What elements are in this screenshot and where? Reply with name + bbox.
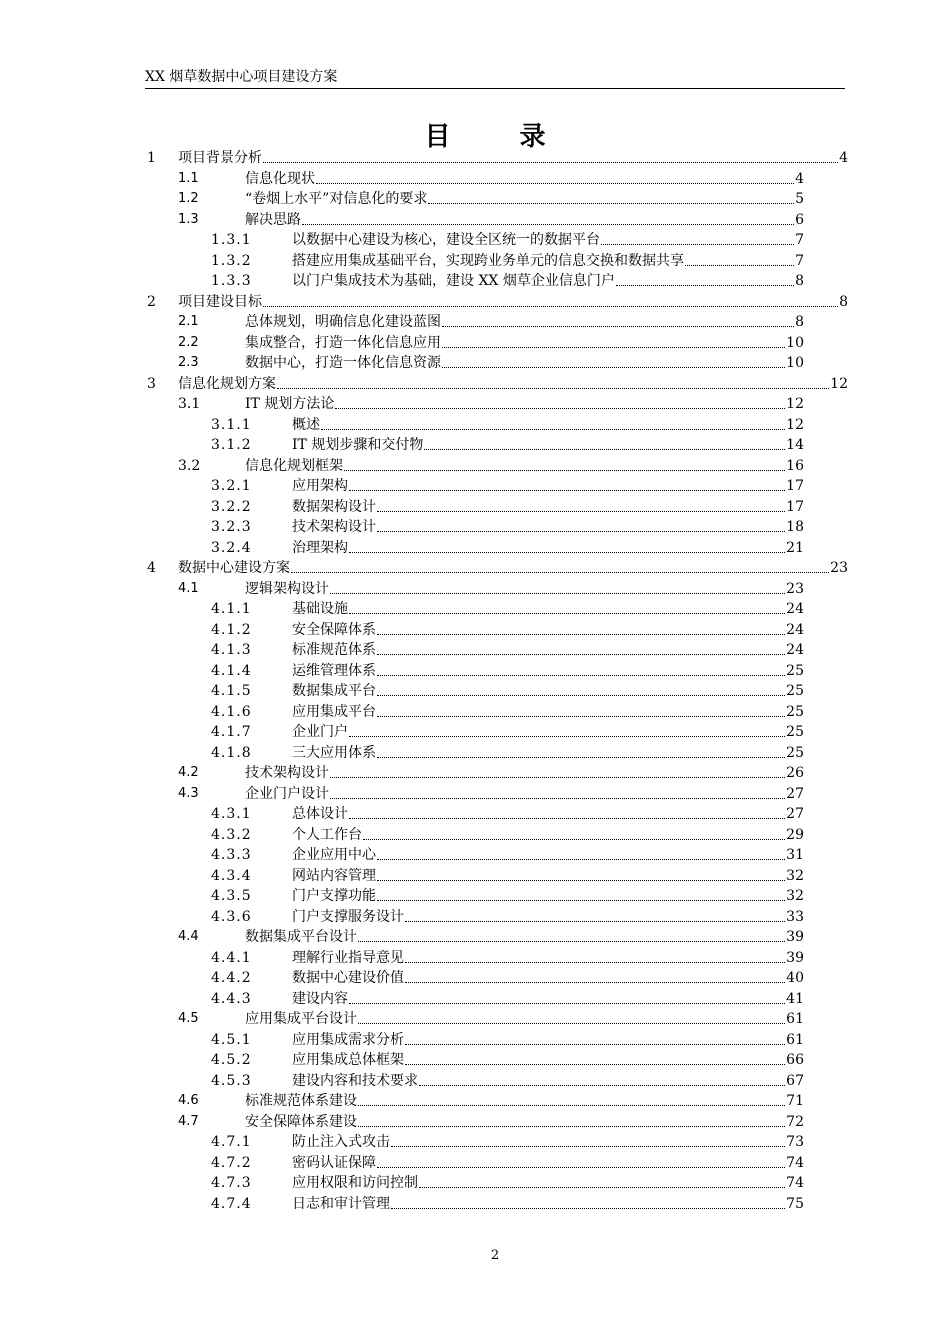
- toc-entry[interactable]: [0, 1050, 950, 1070]
- toc-entry-page: 31: [786, 847, 804, 863]
- toc-entry-title: 解决思路: [245, 211, 301, 228]
- toc-entry[interactable]: [0, 415, 950, 435]
- toc-entry[interactable]: [0, 1009, 950, 1029]
- toc-entry-page: 8: [795, 314, 804, 330]
- toc-dot-leader: [358, 1091, 785, 1106]
- toc-entry[interactable]: [0, 1091, 950, 1111]
- toc-dot-leader: [377, 1153, 785, 1168]
- toc-entry-number: 4.3: [178, 785, 199, 801]
- toc-entry-page: 4: [795, 170, 804, 187]
- toc-entry-title: 数据中心建设方案: [178, 560, 290, 576]
- toc-entry-page: 41: [786, 990, 804, 1007]
- toc-dot-leader: [358, 927, 785, 942]
- toc-heading: 目 录: [424, 122, 576, 152]
- toc-dot-leader: [335, 394, 785, 409]
- toc-entry[interactable]: [0, 681, 950, 701]
- toc-entry-title: 总体规划，明确信息化建设蓝图: [245, 314, 441, 330]
- toc-entry-number: 4.3.6: [211, 908, 252, 925]
- toc-entry-title: “卷烟上水平”对信息化的要求: [245, 191, 428, 207]
- toc-entry-title: 应用集成需求分析: [292, 1031, 404, 1048]
- toc-entry-page: 33: [786, 908, 804, 925]
- toc-entry[interactable]: [0, 702, 950, 722]
- toc-entry[interactable]: [0, 394, 950, 414]
- toc-entry-number: 1.3: [178, 211, 199, 227]
- toc-entry[interactable]: [0, 661, 950, 681]
- toc-entry[interactable]: [0, 517, 950, 537]
- toc-entry[interactable]: [0, 968, 950, 988]
- toc-entry-page: 67: [786, 1072, 804, 1089]
- toc-dot-leader: [377, 620, 785, 635]
- toc-entry-number: 4.7.2: [211, 1154, 252, 1171]
- toc-dot-leader: [377, 743, 785, 758]
- toc-dot-leader: [358, 1112, 785, 1127]
- toc-entry-page: 12: [786, 396, 804, 412]
- toc-entry-title: 概述: [292, 416, 320, 433]
- toc-dot-leader: [405, 948, 785, 963]
- toc-entry[interactable]: [0, 784, 950, 804]
- toc-entry-number: 4.1.2: [211, 621, 252, 638]
- toc-entry-title: 门户支撑服务设计: [292, 908, 404, 925]
- toc-entry-title: 企业应用中心: [292, 847, 376, 863]
- toc-dot-leader: [442, 353, 785, 368]
- toc-entry[interactable]: [0, 1173, 950, 1193]
- toc-entry-title: IT 规划步骤和交付物: [292, 437, 424, 453]
- toc-entry-title: 应用架构: [292, 478, 348, 494]
- toc-entry-title: 项目建设目标: [178, 293, 262, 310]
- toc-entry-number: 3.2: [178, 457, 201, 474]
- toc-dot-leader: [405, 1050, 785, 1065]
- toc-entry-page: 10: [786, 355, 804, 371]
- toc-entry-number: 4.3.1: [211, 806, 252, 822]
- toc-entry-page: 39: [786, 949, 804, 966]
- toc-dot-leader: [349, 599, 785, 614]
- toc-entry-number: 4.3.4: [211, 867, 252, 884]
- toc-entry-title: 个人工作台: [292, 826, 362, 843]
- toc-entry-number: 4.7: [178, 1113, 199, 1129]
- toc-entry-title: 基础设施: [292, 601, 348, 617]
- toc-entry-number: 4.1.6: [211, 703, 252, 720]
- toc-entry-title: 网站内容管理: [292, 867, 376, 884]
- toc-dot-leader: [616, 271, 794, 286]
- toc-entry-page: 24: [786, 642, 804, 658]
- toc-entry[interactable]: [0, 599, 950, 619]
- toc-entry-page: 25: [786, 744, 804, 761]
- toc-dot-leader: [349, 989, 785, 1004]
- toc-entry-number: 4.4.1: [211, 949, 252, 966]
- toc-entry-number: 4.7.1: [211, 1134, 252, 1150]
- toc-entry-title: 标准规范体系: [292, 642, 376, 658]
- toc-entry-number: 4.5.1: [211, 1031, 252, 1048]
- toc-dot-leader: [391, 1194, 785, 1209]
- toc-entry-title: 数据架构设计: [292, 498, 376, 515]
- toc-entry-number: 4.7.3: [211, 1175, 252, 1191]
- toc-entry-number: 3.2.3: [211, 519, 252, 535]
- toc-entry-page: 25: [786, 683, 804, 699]
- toc-entry-page: 32: [786, 888, 804, 904]
- toc-entry-title: 企业门户: [292, 724, 348, 740]
- toc-entry-page: 8: [795, 273, 804, 289]
- toc-entry-page: 72: [786, 1113, 804, 1130]
- toc-entry[interactable]: [0, 251, 950, 271]
- toc-dot-leader: [302, 210, 794, 225]
- toc-entry-number: 4.4.3: [211, 990, 252, 1007]
- toc-entry-page: 17: [786, 478, 804, 494]
- toc-entry-number: 4.5: [178, 1011, 199, 1026]
- toc-dot-leader: [377, 681, 785, 696]
- toc-entry[interactable]: [0, 1153, 950, 1173]
- toc-dot-leader: [405, 1030, 785, 1045]
- toc-entry[interactable]: [0, 435, 950, 455]
- toc-dot-leader: [349, 476, 785, 491]
- toc-dot-leader: [405, 907, 785, 922]
- toc-entry-number: 3: [147, 375, 156, 392]
- toc-entry-title: 信息化规划方案: [178, 375, 276, 392]
- toc-entry-page: 29: [786, 826, 804, 843]
- toc-entry[interactable]: [0, 538, 950, 558]
- toc-dot-leader: [321, 415, 785, 430]
- toc-entry-page: 17: [786, 498, 804, 515]
- toc-dot-leader: [419, 1173, 785, 1188]
- toc-entry-number: 4.1.5: [211, 683, 252, 699]
- toc-entry-number: 1.3.1: [211, 232, 252, 248]
- toc-entry-page: 74: [786, 1175, 804, 1191]
- toc-entry-page: 66: [786, 1052, 804, 1068]
- toc-entry-page: 25: [786, 703, 804, 720]
- toc-entry-number: 2.2: [178, 334, 199, 350]
- toc-entry-number: 4.1.4: [211, 662, 252, 679]
- toc-entry-page: 25: [786, 662, 804, 679]
- toc-entry-page: 14: [786, 437, 804, 453]
- toc-entry-title: 应用集成总体框架: [292, 1052, 404, 1068]
- toc-dot-leader: [377, 640, 785, 655]
- toc-entry-number: 4.1.3: [211, 642, 252, 658]
- toc-dot-leader: [377, 845, 785, 860]
- toc-entry-title: 治理架构: [292, 539, 348, 556]
- toc-entry[interactable]: [0, 210, 950, 230]
- toc-entry-title: 逻辑架构设计: [245, 580, 329, 597]
- toc-entry-number: 4.5.3: [211, 1072, 252, 1089]
- toc-entry[interactable]: [0, 230, 950, 250]
- toc-entry[interactable]: [0, 804, 950, 824]
- toc-entry-title: 运维管理体系: [292, 662, 376, 679]
- toc-entry-title: 信息化规划框架: [245, 457, 343, 474]
- toc-entry[interactable]: [0, 374, 950, 394]
- toc-entry-page: 7: [795, 232, 804, 248]
- toc-entry-number: 2.3: [178, 355, 199, 370]
- toc-entry-number: 3.1.2: [211, 437, 252, 453]
- toc-entry-number: 4.4: [178, 929, 199, 944]
- toc-dot-leader: [330, 579, 785, 594]
- toc-entry-number: 1.2: [178, 191, 199, 206]
- toc-entry-number: 4.7.4: [211, 1195, 252, 1212]
- toc-entry[interactable]: [0, 312, 950, 332]
- toc-entry-page: 5: [795, 191, 804, 207]
- toc-dot-leader: [424, 435, 785, 450]
- toc-dot-leader: [377, 702, 785, 717]
- toc-entry[interactable]: [0, 640, 950, 660]
- toc-dot-leader: [316, 169, 794, 184]
- toc-dot-leader: [330, 763, 785, 778]
- toc-entry[interactable]: [0, 845, 950, 865]
- toc-entry-page: 24: [786, 601, 804, 617]
- toc-entry[interactable]: [0, 927, 950, 947]
- toc-entry-title: 项目背景分析: [178, 150, 262, 166]
- toc-entry-number: 4.3.5: [211, 888, 252, 904]
- toc-entry-title: 以数据中心建设为核心，建设全区统一的数据平台: [292, 232, 600, 248]
- toc-entry-page: 21: [786, 539, 804, 556]
- toc-entry-number: 4.1: [178, 580, 199, 596]
- toc-entry[interactable]: [0, 558, 950, 578]
- toc-entry-page: 18: [786, 519, 804, 535]
- toc-dot-leader: [349, 538, 785, 553]
- toc-entry[interactable]: [0, 1071, 950, 1091]
- toc-entry-title: 总体设计: [292, 806, 348, 822]
- toc-entry-title: 技术架构设计: [292, 519, 376, 535]
- toc-entry[interactable]: [0, 148, 950, 168]
- toc-entry-number: 4.6: [178, 1093, 199, 1108]
- toc-entry-number: 4.3.3: [211, 847, 252, 863]
- toc-entry-title: 应用集成平台设计: [245, 1011, 357, 1027]
- toc-entry-number: 3.1: [178, 396, 201, 412]
- toc-entry-page: 27: [786, 806, 804, 822]
- toc-entry-page: 75: [786, 1195, 804, 1212]
- toc-dot-leader: [391, 1132, 785, 1147]
- toc-entry-title: 搭建应用集成基础平台，实现跨业务单元的信息交换和数据共享: [292, 252, 684, 269]
- toc-dot-leader: [442, 333, 785, 348]
- toc-entry-title: 日志和审计管理: [292, 1195, 390, 1212]
- toc-dot-leader: [330, 784, 785, 799]
- toc-entry-title: 数据中心建设价值: [292, 970, 404, 986]
- toc-entry-title: 应用权限和访问控制: [292, 1175, 418, 1191]
- page-header-title: XX 烟草数据中心项目建设方案: [145, 69, 338, 85]
- toc-dot-leader: [685, 251, 794, 266]
- toc-dot-leader: [442, 312, 794, 327]
- toc-entry-number: 1.3.2: [211, 252, 252, 269]
- toc-entry-number: 4.1.1: [211, 601, 252, 617]
- toc-dot-leader: [419, 1071, 785, 1086]
- toc-entry-number: 3.2.4: [211, 539, 252, 556]
- toc-entry-title: 三大应用体系: [292, 744, 376, 761]
- toc-dot-leader: [377, 517, 785, 532]
- toc-entry-page: 71: [786, 1093, 804, 1109]
- toc-entry-title: 信息化现状: [245, 170, 315, 187]
- toc-entry[interactable]: [0, 579, 950, 599]
- toc-entry[interactable]: [0, 722, 950, 742]
- toc-dot-leader: [263, 148, 838, 163]
- toc-entry[interactable]: [0, 333, 950, 353]
- page-number: 2: [490, 1248, 500, 1263]
- toc-dot-leader: [344, 456, 785, 471]
- toc-entry-number: 4.2: [178, 765, 199, 780]
- toc-dot-leader: [349, 804, 785, 819]
- toc-entry-number: 2.1: [178, 314, 199, 329]
- toc-entry-number: 1.1: [178, 170, 199, 186]
- toc-entry[interactable]: [0, 989, 950, 1009]
- toc-dot-leader: [263, 292, 838, 307]
- toc-entry-number: 4.5.2: [211, 1052, 252, 1068]
- toc-entry[interactable]: [0, 1112, 950, 1132]
- toc-entry-page: 26: [786, 765, 804, 781]
- toc-entry-title: 安全保障体系: [292, 621, 376, 638]
- toc-dot-leader: [377, 497, 785, 512]
- toc-dot-leader: [349, 722, 785, 737]
- toc-entry[interactable]: [0, 866, 950, 886]
- toc-dot-leader: [601, 230, 794, 245]
- toc-entry-page: 24: [786, 621, 804, 638]
- toc-entry-number: 1.3.3: [211, 273, 252, 289]
- toc-dot-leader: [277, 374, 829, 389]
- toc-dot-leader: [405, 968, 785, 983]
- toc-entry[interactable]: [0, 1194, 950, 1214]
- toc-entry[interactable]: [0, 763, 950, 783]
- toc-entry-page: 10: [786, 334, 804, 351]
- toc-dot-leader: [291, 558, 829, 573]
- toc-entry[interactable]: [0, 743, 950, 763]
- toc-entry-title: 防止注入式攻击: [292, 1134, 390, 1150]
- toc-entry-page: 4: [839, 150, 848, 166]
- toc-entry-number: 4.1.8: [211, 744, 252, 761]
- toc-entry-page: 39: [786, 929, 804, 945]
- toc-entry[interactable]: [0, 1132, 950, 1152]
- toc-entry-page: 61: [786, 1011, 804, 1027]
- toc-entry[interactable]: [0, 620, 950, 640]
- toc-entry[interactable]: [0, 189, 950, 209]
- toc-dot-leader: [363, 825, 785, 840]
- toc-dot-leader: [377, 661, 785, 676]
- toc-entry-title: 以门户集成技术为基础，建设 XX 烟草企业信息门户: [292, 273, 615, 289]
- toc-entry-page: 32: [786, 867, 804, 884]
- toc-entry-page: 23: [786, 580, 804, 597]
- toc-entry-number: 2: [147, 293, 156, 310]
- toc-dot-leader: [377, 866, 785, 881]
- toc-entry[interactable]: [0, 456, 950, 476]
- toc-entry-title: 应用集成平台: [292, 703, 376, 720]
- toc-entry-number: 4.3.2: [211, 826, 252, 843]
- toc-entry-page: 6: [795, 211, 804, 228]
- toc-entry-title: IT 规划方法论: [245, 396, 335, 412]
- toc-entry-page: 61: [786, 1031, 804, 1048]
- toc-entry[interactable]: [0, 169, 950, 189]
- toc-entry[interactable]: [0, 948, 950, 968]
- toc-entry[interactable]: [0, 292, 950, 312]
- toc-entry-page: 27: [786, 785, 804, 802]
- toc-entry-title: 技术架构设计: [245, 765, 329, 781]
- toc-entry-page: 25: [786, 724, 804, 740]
- toc-entry-title: 建设内容和技术要求: [292, 1072, 418, 1089]
- toc-entry-number: 3.1.1: [211, 416, 252, 433]
- toc-entry-number: 3.2.1: [211, 478, 252, 494]
- toc-entry[interactable]: [0, 353, 950, 373]
- toc-entry-title: 理解行业指导意见: [292, 949, 404, 966]
- toc-entry-page: 8: [839, 293, 848, 310]
- toc-dot-leader: [428, 189, 794, 204]
- toc-entry-title: 门户支撑功能: [292, 888, 376, 904]
- toc-entry-page: 7: [795, 252, 804, 269]
- toc-dot-leader: [377, 886, 785, 901]
- toc-entry-title: 数据中心，打造一体化信息资源: [245, 355, 441, 371]
- toc-entry-number: 1: [147, 150, 156, 166]
- toc-entry-page: 12: [786, 416, 804, 433]
- toc-entry-page: 74: [786, 1154, 804, 1171]
- toc-entry-number: 4.1.7: [211, 724, 252, 740]
- toc-entry-page: 40: [786, 970, 804, 986]
- toc-dot-leader: [358, 1009, 785, 1024]
- toc-entry-number: 4: [147, 560, 156, 576]
- toc-entry-title: 数据集成平台设计: [245, 929, 357, 945]
- toc-entry[interactable]: [0, 1030, 950, 1050]
- toc-entry[interactable]: [0, 271, 950, 291]
- toc-entry-title: 集成整合，打造一体化信息应用: [245, 334, 441, 351]
- toc-entry[interactable]: [0, 825, 950, 845]
- header-divider: [145, 88, 845, 89]
- toc-entry[interactable]: [0, 497, 950, 517]
- toc-entry-page: 16: [786, 457, 804, 474]
- toc-entry-page: 23: [830, 560, 848, 576]
- toc-entry[interactable]: [0, 886, 950, 906]
- toc-entry-title: 企业门户设计: [245, 785, 329, 802]
- toc-entry-title: 密码认证保障: [292, 1154, 376, 1171]
- toc-entry-title: 数据集成平台: [292, 683, 376, 699]
- toc-entry-number: 4.4.2: [211, 970, 252, 986]
- toc-entry-page: 12: [830, 375, 848, 392]
- toc-entry[interactable]: [0, 907, 950, 927]
- toc-entry-title: 安全保障体系建设: [245, 1113, 357, 1130]
- toc-entry-page: 73: [786, 1134, 804, 1150]
- toc-entry-title: 建设内容: [292, 990, 348, 1007]
- toc-entry[interactable]: [0, 476, 950, 496]
- toc-entry-title: 标准规范体系建设: [245, 1093, 357, 1109]
- toc-entry-number: 3.2.2: [211, 498, 252, 515]
